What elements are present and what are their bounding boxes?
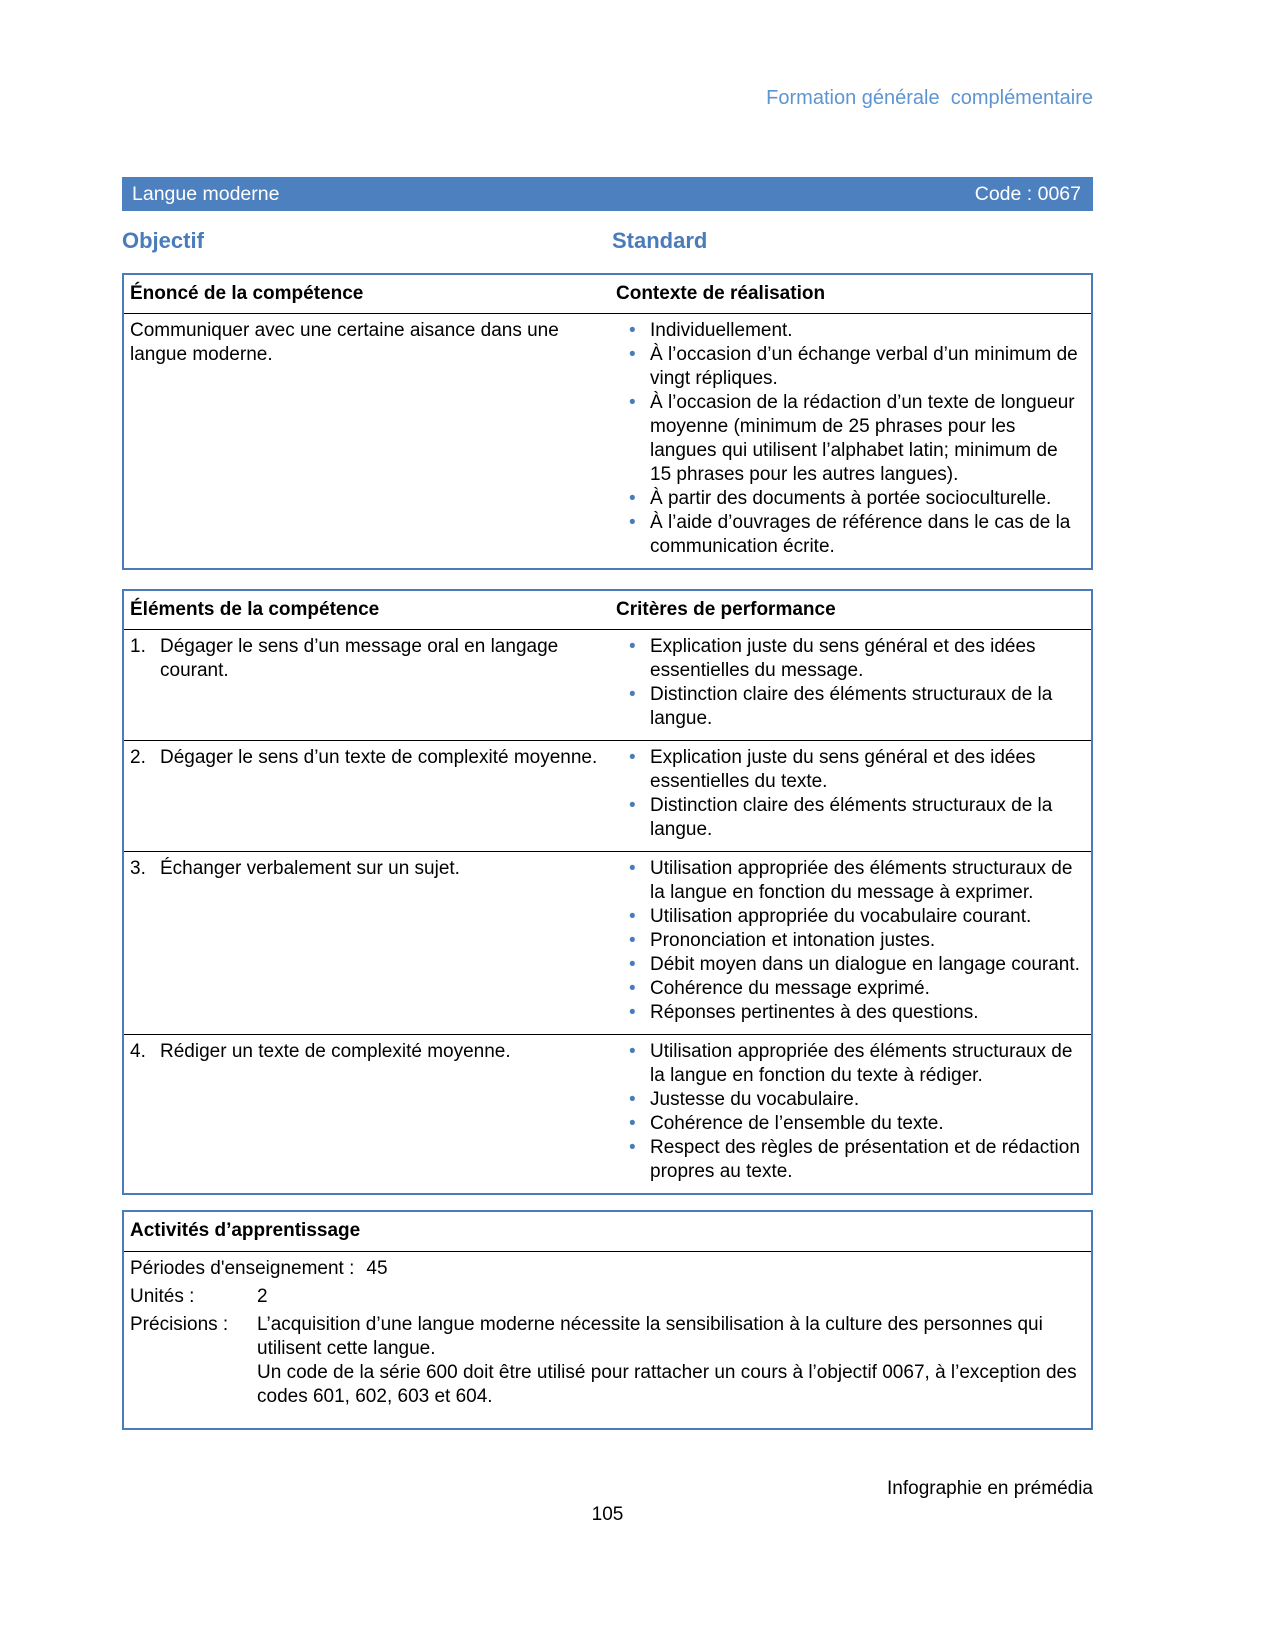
- list-item: • Explication juste du sens général et des idées essentielles du texte.: [650, 746, 1083, 794]
- criteria-list: [616, 1040, 1083, 1184]
- list-item: • Utilisation appropriée du vocabulaire courant.: [650, 905, 1083, 929]
- numbered-item: [130, 1040, 600, 1064]
- precisions-label: Précisions :: [130, 1314, 229, 1335]
- criteria-list: [616, 746, 1083, 842]
- numbered-item: [130, 857, 600, 881]
- list-item: • Débit moyen dans un dialogue en langage courant.: [650, 953, 1083, 977]
- item-number: 2.: [130, 747, 146, 768]
- competence-table: [122, 273, 1093, 570]
- units-value: 2: [257, 1286, 268, 1307]
- list-item: • Explication juste du sens général et des idées essentielles du message.: [650, 635, 1083, 683]
- list-item: • À partir des documents à portée socioculturelle.: [650, 487, 1083, 511]
- element-cell: [124, 741, 612, 851]
- page-number: 105: [591, 1504, 624, 1525]
- item-number: 4.: [130, 1041, 146, 1062]
- footer-note: Infographie en prémédia: [887, 1478, 1093, 1499]
- list-item: • Utilisation appropriée des éléments structuraux de la langue en fonction du texte à rédiger.: [650, 1040, 1083, 1088]
- criteria-list: [616, 635, 1083, 731]
- running-header-text: Formation générale complémentaire: [766, 87, 1093, 109]
- element-cell: [124, 630, 612, 740]
- numbered-item: [130, 746, 600, 770]
- numbered-item: [130, 635, 600, 683]
- competence-statement: Communiquer avec une certaine aisance dans une langue moderne.: [130, 320, 559, 365]
- list-item: • Distinction claire des éléments structuraux de la langue.: [650, 794, 1083, 842]
- competence-table-header: [124, 275, 1091, 313]
- units-label: Unités :: [130, 1286, 195, 1307]
- course-name: Langue moderne: [132, 183, 280, 205]
- list-item: • Prononciation et intonation justes.: [650, 929, 1083, 953]
- list-item: • À l’occasion de la rédaction d’un texte de longueur moyenne (minimum de 25 phrases pour les langues qui utilisent l’alphabet latin; minimum de 15 phrases pour les autres langues).: [650, 391, 1083, 487]
- table-row: [124, 629, 1091, 740]
- section-headings: [122, 228, 1093, 254]
- contexte-realisation-header: Contexte de réalisation: [616, 283, 826, 304]
- course-title-bar: [122, 177, 1093, 211]
- course-code: Code : 0067: [974, 183, 1081, 205]
- elements-competence-header: Éléments de la compétence: [130, 599, 380, 620]
- list-item: • Cohérence du message exprimé.: [650, 977, 1083, 1001]
- standard-heading: Standard: [612, 228, 708, 253]
- list-item: • À l’aide d’ouvrages de référence dans le cas de la communication écrite.: [650, 511, 1083, 559]
- list-item: • Distinction claire des éléments structuraux de la langue.: [650, 683, 1083, 731]
- periods-value: 45: [366, 1258, 388, 1279]
- criteria-cell: [612, 630, 1091, 740]
- list-item: • Individuellement.: [650, 319, 1083, 343]
- list-item: • À l’occasion d’un échange verbal d’un minimum de vingt répliques.: [650, 343, 1083, 391]
- contexte-cell: [612, 314, 1091, 568]
- activities-table: [122, 1210, 1093, 1430]
- criteria-cell: [612, 741, 1091, 851]
- units-row: [130, 1285, 1081, 1309]
- contexte-list: [616, 319, 1083, 559]
- precisions-row: [130, 1313, 1081, 1409]
- activities-header: Activités d’apprentissage: [124, 1212, 1091, 1252]
- criteria-list: [616, 857, 1083, 1025]
- criteria-cell: [612, 852, 1091, 1034]
- criteria-cell: [612, 1035, 1091, 1193]
- table-row: [124, 1034, 1091, 1193]
- item-number: 3.: [130, 858, 146, 879]
- objectif-heading: Objectif: [122, 228, 204, 253]
- list-item: • Utilisation appropriée des éléments structuraux de la langue en fonction du message à exprimer.: [650, 857, 1083, 905]
- periods-label: Périodes d'enseignement :: [130, 1258, 355, 1279]
- elements-table-header: [124, 591, 1091, 629]
- item-text: Rédiger un texte de complexité moyenne.: [160, 1041, 511, 1062]
- element-cell: [124, 852, 612, 1034]
- competence-table-body: [124, 313, 1091, 568]
- list-item: • Respect des règles de présentation et de rédaction propres au texte.: [650, 1136, 1083, 1184]
- table-row: [124, 740, 1091, 851]
- list-item: • Cohérence de l’ensemble du texte.: [650, 1112, 1083, 1136]
- element-cell: [124, 1035, 612, 1193]
- precisions-text: [257, 1313, 1081, 1409]
- periods-row: [130, 1257, 1081, 1281]
- item-text: Dégager le sens d’un message oral en langage courant.: [160, 636, 559, 681]
- enonce-competence-header: Énoncé de la compétence: [130, 283, 364, 304]
- precisions-paragraph: L’acquisition d’une langue moderne nécessite la sensibilisation à la culture des personnes qui utilisent cette langue.: [257, 1314, 1043, 1359]
- list-item: • Réponses pertinentes à des questions.: [650, 1001, 1083, 1025]
- activities-body: [124, 1252, 1091, 1428]
- item-number: 1.: [130, 636, 146, 657]
- elements-table: [122, 589, 1093, 1195]
- criteres-performance-header: Critères de performance: [616, 599, 836, 620]
- item-text: Dégager le sens d’un texte de complexité moyenne.: [160, 747, 598, 768]
- list-item: • Justesse du vocabulaire.: [650, 1088, 1083, 1112]
- precisions-paragraph: Un code de la série 600 doit être utilisé pour rattacher un cours à l’objectif 0067, à l’exception des codes 601, 602, 603 et 604.: [257, 1362, 1077, 1407]
- table-row: [124, 851, 1091, 1034]
- item-text: Échanger verbalement sur un sujet.: [160, 858, 460, 879]
- running-header: [122, 62, 1093, 134]
